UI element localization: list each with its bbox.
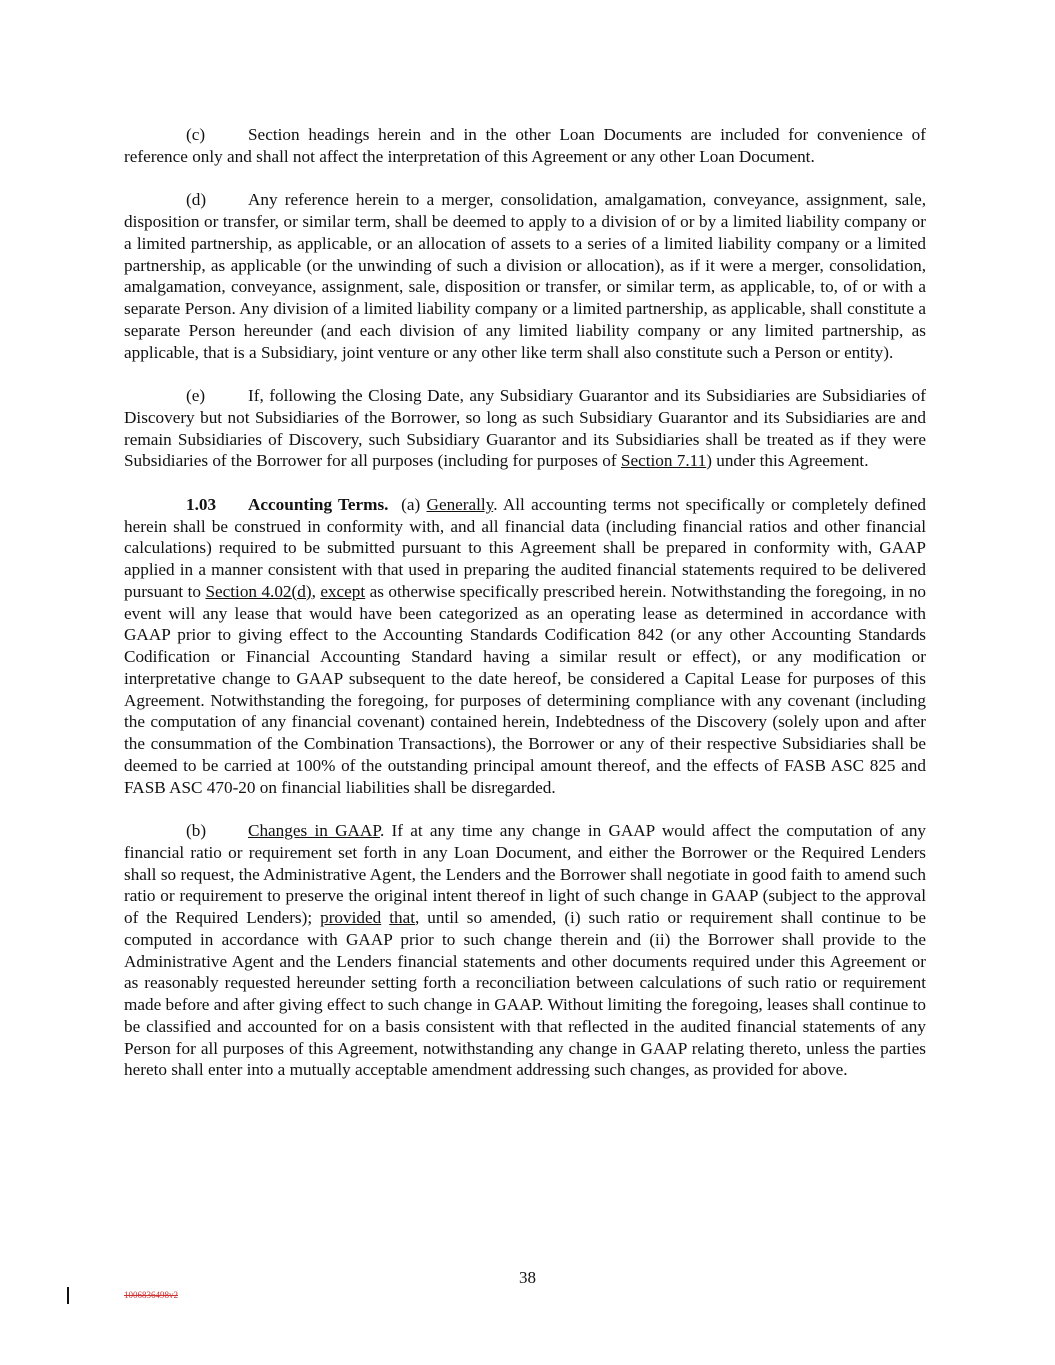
paragraph-text: . All accounting terms not specifically or completely defined herein shall be construed in conformity with, and all financial data (including financial ratios and other financial calculations) required to be submitted pursuant to this Agreement shall be prepared in conformity with, GAAP applied in a manner consistent with that used in preparing the audited financial statements required to be delivered pursuant to [124,494,927,601]
word-space [381,908,389,927]
paragraph-label: (e) [186,386,206,405]
section-reference-link: Section 4.02(d) [205,581,312,601]
paragraph-text: Section headings herein and in the other Loan Documents are included for convenience of reference only and shall not affect the interpretation of this Agreement or any other Loan Document. [124,125,926,166]
provided-term: provided [320,908,382,927]
paragraph-label: (b) [186,821,207,840]
paragraph-text: as otherwise specifically prescribed herein. Notwithstanding the foregoing, in no event will any lease that would have been categorized as an operating lease as determined in accordance with GAAP prior to giving effect to the Accounting Standards Codification 842 (or any other Accounting Standards Codification or Financial Accounting Standard having a similar result or effect), or any modification or interpretative change to GAAP subsequent to the date hereof, be considered a Capital Lease for purposes of this Agreement. Notwithstanding the foregoing, for purposes of determining compliance with any covenant (including the computation of any financial covenant) contained herein, Indebtedness of the Discovery (solely upon and after the consummation of the Combination Transactions), the Borrower or any of their respective Subsidiaries shall be deemed to be carried at 100% of the outstanding principal amount thereof, and the effects of FASB ASC 825 and FASB ASC 470-20 on financial liabilities shall be disregarded. [124,581,927,797]
that-term: that [389,908,415,927]
section-number: 1.03 [186,494,217,514]
paragraph-d [124,189,926,363]
section-1-03 [124,494,926,799]
paragraph-e [124,385,926,472]
section-heading: Accounting Terms. [248,494,389,514]
paragraph-label: (d) [186,190,207,210]
paragraph-b [124,820,926,1081]
paragraph-c [124,124,926,168]
except-term: except [320,581,366,601]
subsection-title: Changes in GAAP [248,821,380,840]
subsection-label: (a) [401,494,427,514]
revision-change-bar [67,1287,69,1304]
paragraph-text: , [311,581,321,601]
paragraph-text: Any reference herein to a merger, consolidation, amalgamation, conveyance, assignment, sale, disposition or transfer, or similar term, shall be deemed to apply to a division of or by a limited liability company or a limited partnership, as applicable, or an allocation of assets to a series of a limited liability company or a limited partnership, as applicable (or the unwinding of such a division or allocation), as if it were a merger, consolidation, amalgamation, conveyance, assignment, sale, disposition or transfer, or similar term, as applicable, to, of or with a separate Person. Any division of a limited liability company or a limited partnership, as applicable, shall constitute a separate Person hereunder (and each division of any limited liability company or any limited partnership, as applicable, that is a Subsidiary, joint venture or any other like term shall also constitute such a Person or entity). [124,190,926,362]
subsection-title: Generally [426,494,494,514]
paragraph-text: If, following the Closing Date, any Subsidiary Guarantor and its Subsidiaries are Subsidiaries of Discovery but not Subsidiaries of the Borrower, so long as such Subsidiary Guarantor and its Subsidiaries are and remain Subsidiaries of Discovery, such Subsidiary Guarantor and its Subsidiaries shall be treated as if they were Subsidiaries of the Borrower for all purposes (including for purposes of [124,386,926,471]
page-number: 38 [519,1268,536,1287]
paragraph-text: ) under this Agreement. [706,451,869,471]
section-reference-link: Section 7.11 [620,451,707,471]
paragraph-label: (c) [186,125,206,144]
paragraph-text: , until so amended, (i) such ratio or requirement shall continue to be computed in accordance with GAAP prior to such change therein and (ii) the Borrower shall provide to the Administrative Agent and the Lenders financial statements and other documents required under this Agreement or as reasonably requested hereunder setting forth a reconciliation between calculations of such ratio or requirement made before and after giving effect to such change in GAAP. Without limiting the foregoing, leases shall continue to be classified and accounted for on a basis consistent with that reflected in the audited financial statements of any Person for all purposes of this Agreement, notwithstanding any change in GAAP relating thereto, unless the parties hereto shall enter into a mutually acceptable amendment addressing such changes, as provided for above. [124,908,926,1080]
paragraph-text: . If at any time any change in GAAP would affect the computation of any financial ratio or requirement set forth in any Loan Document, and either the Borrower or the Required Lenders shall so request, the Administrative Agent, the Lenders and the Borrower shall negotiate in good faith to amend such ratio or requirement to preserve the original intent thereof in light of such change in GAAP (subject to the approval of the Required Lenders); [124,821,927,927]
document-body [124,124,926,1103]
document-id: 1006836498v2 [124,1290,178,1300]
